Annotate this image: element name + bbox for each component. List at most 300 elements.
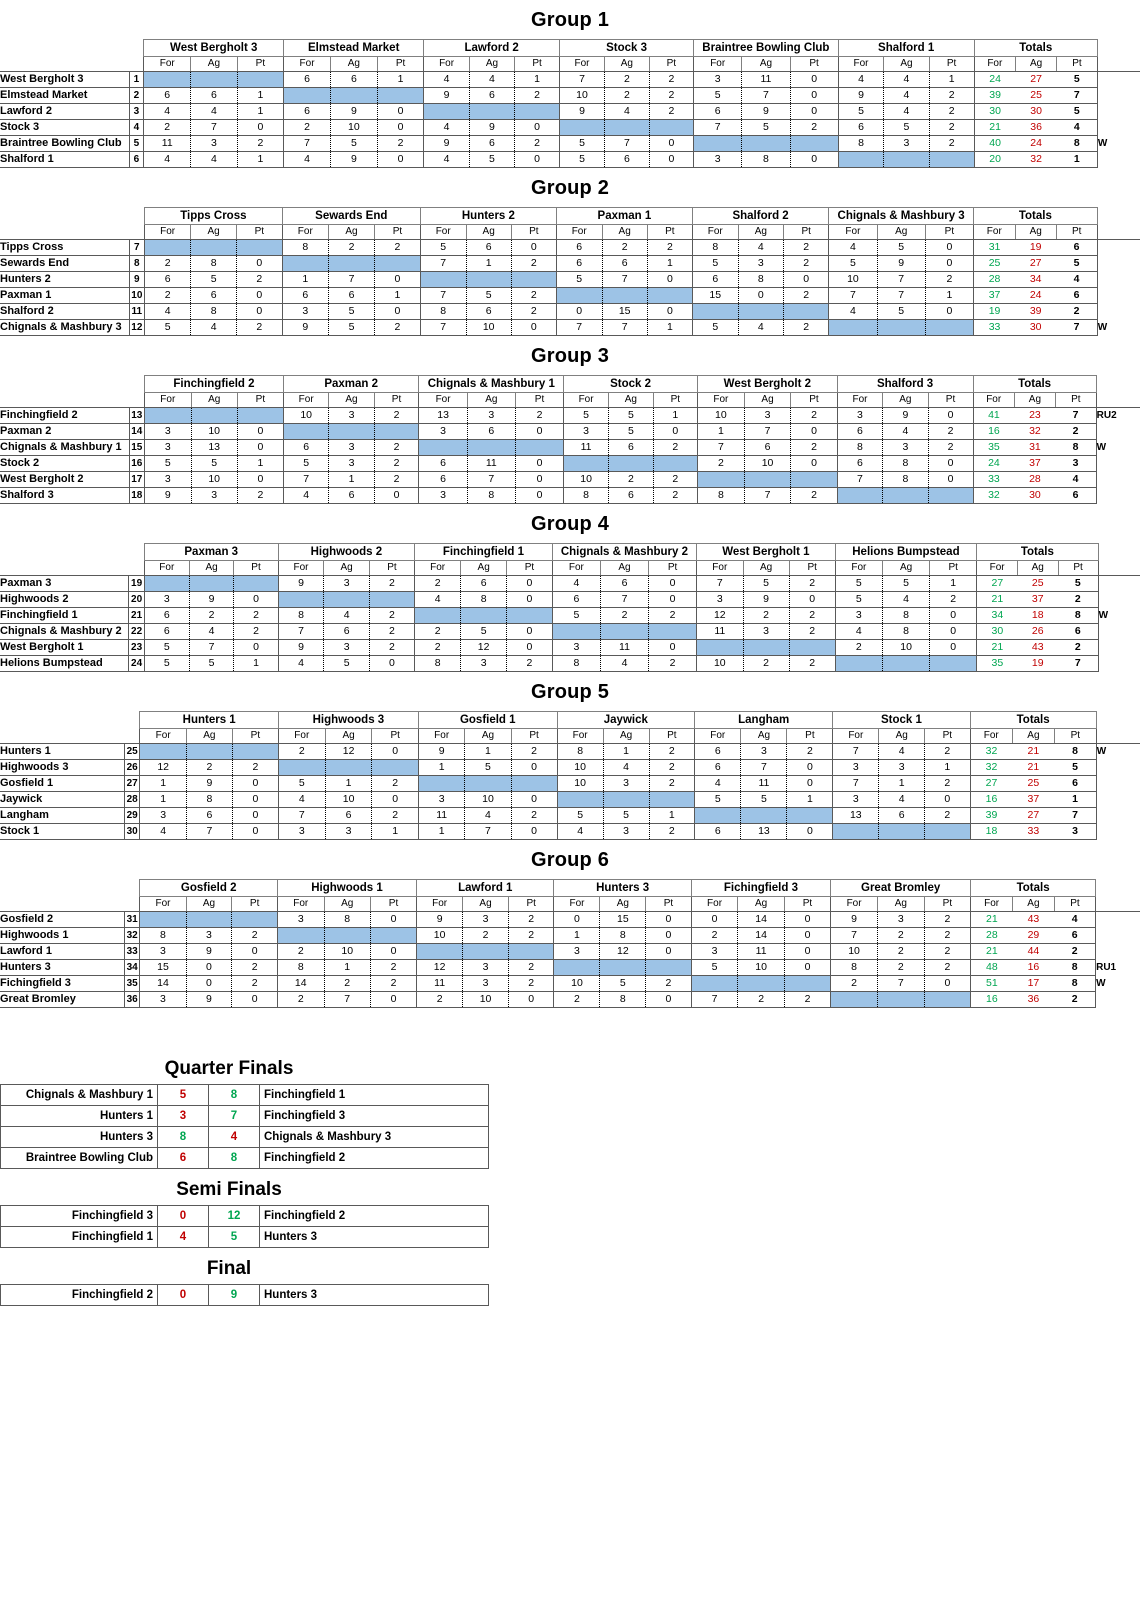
qualification-flag: [1097, 288, 1140, 304]
score-cell: 0: [556, 304, 602, 320]
score-cell: 7: [877, 976, 924, 992]
metric-header: For: [552, 561, 600, 576]
totals-ag-cell: 32: [1014, 424, 1055, 440]
score-cell: 11: [697, 624, 743, 640]
row-team-number: 33: [124, 944, 140, 960]
score-cell: 2: [789, 656, 835, 672]
score-cell: 1: [325, 776, 372, 792]
metric-header: Ag: [741, 729, 787, 744]
qualification-flag: [1098, 592, 1140, 608]
column-team-header: Chignals & Mashbury 3: [829, 208, 974, 225]
metric-header: Ag: [877, 225, 925, 240]
table-row: [0, 288, 1140, 304]
self-match-blocked-cell: [284, 88, 331, 104]
score-cell: 12: [461, 640, 507, 656]
qualification-flag: [1098, 640, 1140, 656]
score-cell: 2: [877, 928, 924, 944]
totals-header: Totals: [974, 40, 1097, 57]
totals-for-cell: 41: [973, 408, 1014, 424]
metric-header: Pt: [928, 393, 973, 408]
score-cell: 2: [511, 288, 556, 304]
score-cell: 7: [698, 440, 745, 456]
score-cell: 5: [877, 240, 925, 256]
score-cell: 2: [605, 72, 650, 88]
totals-pt-cell: 8: [1054, 960, 1095, 976]
totals-pt-cell: 4: [1054, 912, 1095, 928]
table-header-teams: [0, 208, 1140, 225]
score-cell: 7: [697, 576, 743, 592]
score-cell: 2: [374, 408, 419, 424]
score-cell: 7: [605, 136, 650, 152]
score-cell: 2: [554, 992, 600, 1008]
score-cell: 0: [787, 824, 833, 840]
score-cell: 0: [508, 992, 554, 1008]
self-match-blocked-cell: [831, 992, 878, 1008]
score-cell: 2: [925, 744, 971, 760]
score-cell: 9: [418, 744, 464, 760]
qualification-flag: [1097, 152, 1140, 168]
totals-for-cell: 37: [974, 288, 1016, 304]
qualification-flag: [1098, 656, 1140, 672]
score-cell: 3: [744, 408, 791, 424]
row-team-name: Chignals & Mashbury 3: [0, 320, 129, 336]
score-cell: 2: [145, 256, 191, 272]
table-row: [0, 656, 1140, 672]
score-cell: 2: [877, 944, 924, 960]
self-match-blocked-cell: [461, 608, 507, 624]
table-row: [0, 320, 1140, 336]
table-row: [0, 744, 1140, 760]
score-cell: 3: [145, 424, 192, 440]
score-cell: 7: [556, 320, 602, 336]
score-cell: 0: [924, 976, 970, 992]
score-cell: 13: [833, 808, 879, 824]
score-cell: 8: [191, 304, 237, 320]
row-team-number: 21: [129, 608, 144, 624]
metric-header: For: [971, 897, 1013, 912]
qualification-flag: [1096, 928, 1140, 944]
self-match-blocked-cell: [463, 944, 509, 960]
metric-header: Ag: [189, 561, 234, 576]
column-team-header: West Bergholt 2: [698, 376, 838, 393]
metric-header: Pt: [784, 225, 829, 240]
score-cell: 4: [191, 104, 238, 120]
score-cell: 2: [928, 424, 973, 440]
score-cell: 2: [511, 808, 557, 824]
self-match-blocked-cell: [189, 576, 234, 592]
totals-ag-cell: 23: [1014, 408, 1055, 424]
score-cell: 2: [377, 136, 424, 152]
corner-blank-num: [129, 208, 145, 225]
metric-header: For: [277, 897, 324, 912]
score-cell: 1: [879, 776, 925, 792]
row-team-number: 7: [129, 240, 145, 256]
flag-blank: [1096, 880, 1140, 897]
metric-header: Pt: [789, 561, 835, 576]
totals-pt-cell: 2: [1058, 640, 1098, 656]
score-cell: 2: [790, 120, 838, 136]
score-cell: 2: [186, 760, 232, 776]
score-cell: 0: [372, 792, 419, 808]
group-standings-table: [0, 39, 1140, 168]
score-cell: 5: [742, 120, 790, 136]
totals-ag-cell: 27: [1012, 808, 1054, 824]
score-cell: 6: [324, 624, 369, 640]
self-match-blocked-cell: [742, 136, 790, 152]
metric-header: Ag: [463, 897, 509, 912]
row-team-number: 11: [129, 304, 145, 320]
table-row: [0, 472, 1140, 488]
self-match-blocked-cell: [646, 960, 691, 976]
score-cell: 4: [884, 88, 929, 104]
metric-header: Ag: [461, 561, 507, 576]
column-team-header: Paxman 3: [144, 544, 278, 561]
score-cell: 2: [237, 272, 283, 288]
score-cell: 8: [831, 960, 878, 976]
self-match-blocked-cell: [929, 152, 974, 168]
self-match-blocked-cell: [191, 408, 237, 424]
totals-for-cell: 32: [970, 760, 1012, 776]
score-cell: 10: [554, 976, 600, 992]
knockout-match-row: [1, 1227, 489, 1248]
corner-blank-2: [0, 897, 124, 912]
score-cell: 5: [466, 288, 511, 304]
row-team-number: 10: [129, 288, 145, 304]
score-cell: 0: [790, 72, 838, 88]
row-team-name: Hunters 2: [0, 272, 129, 288]
totals-for-cell: 30: [974, 104, 1015, 120]
group-title: Group 3: [530, 345, 610, 367]
corner-blank-2: [0, 393, 129, 408]
metric-header: Ag: [600, 561, 648, 576]
metric-header: Ag: [609, 393, 654, 408]
score-cell: 0: [511, 792, 557, 808]
score-cell: 2: [605, 88, 650, 104]
score-cell: 0: [646, 944, 691, 960]
table-row: [0, 576, 1140, 592]
metric-header: For: [415, 561, 461, 576]
row-team-number: 24: [129, 656, 144, 672]
score-cell: 6: [467, 424, 515, 440]
score-cell: 0: [186, 960, 232, 976]
score-cell: 8: [600, 992, 646, 1008]
table-header-teams: [0, 880, 1140, 897]
row-team-name: Jaywick: [0, 792, 124, 808]
metric-header: Ag: [1016, 57, 1057, 72]
match-away-score: 12: [209, 1206, 260, 1227]
score-cell: 2: [649, 824, 695, 840]
self-match-blocked-cell: [145, 408, 192, 424]
score-cell: 2: [738, 992, 784, 1008]
row-team-number: 6: [129, 152, 144, 168]
score-cell: 6: [284, 104, 331, 120]
score-cell: 3: [564, 424, 609, 440]
score-cell: 6: [600, 576, 648, 592]
totals-header: Totals: [977, 544, 1098, 561]
score-cell: 4: [695, 776, 741, 792]
qualification-flag: W: [1097, 322, 1108, 333]
score-cell: 2: [511, 304, 556, 320]
score-cell: 7: [694, 120, 742, 136]
score-cell: 5: [695, 792, 741, 808]
score-cell: 0: [515, 472, 563, 488]
column-team-header: Gosfield 1: [418, 712, 557, 729]
score-cell: 1: [282, 272, 328, 288]
metric-header: For: [140, 729, 186, 744]
score-cell: 0: [649, 592, 697, 608]
score-cell: 3: [140, 992, 186, 1008]
totals-ag-cell: 34: [1015, 272, 1056, 288]
metric-header: For: [835, 561, 882, 576]
corner-blank-num-2: [129, 57, 144, 72]
score-cell: 8: [140, 928, 186, 944]
row-team-name: Gosfield 2: [0, 912, 124, 928]
score-cell: 6: [419, 456, 467, 472]
totals-ag-cell: 24: [1015, 288, 1056, 304]
score-cell: 5: [278, 776, 325, 792]
row-team-name: West Bergholt 1: [0, 640, 129, 656]
corner-blank-num-2: [129, 225, 145, 240]
score-cell: 7: [741, 760, 787, 776]
group-block: [0, 840, 1140, 1008]
self-match-blocked-cell: [420, 272, 466, 288]
metric-header: For: [694, 57, 742, 72]
group-block: [0, 672, 1140, 840]
column-team-header: Paxman 2: [283, 376, 419, 393]
score-cell: 11: [600, 640, 648, 656]
score-cell: 6: [837, 424, 883, 440]
score-cell: 0: [925, 256, 973, 272]
self-match-blocked-cell: [237, 240, 283, 256]
score-cell: 4: [465, 808, 511, 824]
group-grid-wrapper: [0, 711, 1140, 840]
knockouts-container: [0, 1048, 1140, 1306]
score-cell: 2: [929, 88, 974, 104]
score-cell: 2: [784, 288, 829, 304]
table-row: [0, 760, 1140, 776]
metric-header: Pt: [370, 897, 416, 912]
row-team-name: Lawford 1: [0, 944, 124, 960]
score-cell: 0: [370, 944, 416, 960]
metric-header: Ag: [328, 225, 374, 240]
score-cell: 6: [191, 88, 238, 104]
metric-header: For: [424, 57, 470, 72]
score-cell: 3: [144, 592, 189, 608]
self-match-blocked-cell: [698, 472, 745, 488]
qualification-flag: [1096, 824, 1140, 840]
column-team-header: Hunters 3: [554, 880, 691, 897]
score-cell: 8: [415, 656, 461, 672]
score-cell: 3: [463, 976, 509, 992]
score-cell: 1: [372, 824, 419, 840]
totals-pt-cell: 8: [1054, 976, 1095, 992]
totals-for-cell: 28: [974, 272, 1016, 288]
metric-header: For: [564, 393, 609, 408]
self-match-blocked-cell: [784, 304, 829, 320]
metric-header: Ag: [191, 393, 237, 408]
totals-pt-cell: 7: [1057, 88, 1098, 104]
score-cell: 5: [600, 976, 646, 992]
qualification-flag: [1096, 944, 1140, 960]
score-cell: 2: [369, 640, 414, 656]
metric-header: For: [283, 393, 328, 408]
qualification-flag: [1096, 808, 1140, 824]
self-match-blocked-cell: [564, 456, 609, 472]
match-home-team: Finchingfield 1: [1, 1227, 158, 1248]
score-cell: 5: [469, 152, 514, 168]
self-match-blocked-cell: [695, 808, 741, 824]
row-team-name: Lawford 2: [0, 104, 129, 120]
self-match-blocked-cell: [791, 472, 837, 488]
score-cell: 2: [925, 776, 971, 792]
score-cell: 2: [653, 488, 697, 504]
table-header-teams: [0, 544, 1140, 561]
totals-ag-cell: 29: [1013, 928, 1055, 944]
row-team-number: 9: [129, 272, 145, 288]
totals-pt-cell: 8: [1054, 744, 1096, 760]
score-cell: 15: [600, 912, 646, 928]
metric-header: For: [831, 897, 878, 912]
score-cell: 1: [930, 576, 977, 592]
metric-header: Pt: [515, 57, 560, 72]
table-row: [0, 272, 1140, 288]
totals-ag-cell: 28: [1014, 472, 1055, 488]
table-row: [0, 256, 1140, 272]
totals-for-cell: 19: [974, 304, 1016, 320]
match-home-score: 3: [158, 1106, 209, 1127]
metric-header: For: [974, 225, 1016, 240]
self-match-blocked-cell: [511, 272, 556, 288]
score-cell: 0: [791, 424, 837, 440]
totals-pt-cell: 5: [1058, 576, 1098, 592]
score-cell: 3: [467, 408, 515, 424]
score-cell: 4: [278, 792, 325, 808]
row-team-name: Stock 1: [0, 824, 124, 840]
score-cell: 2: [646, 976, 691, 992]
totals-pt-cell: 6: [1054, 776, 1096, 792]
score-cell: 0: [511, 824, 557, 840]
metric-header: For: [556, 225, 602, 240]
score-cell: 7: [837, 472, 883, 488]
score-cell: 5: [877, 304, 925, 320]
score-cell: 2: [649, 88, 693, 104]
score-cell: 7: [600, 592, 648, 608]
table-header-metrics: [0, 729, 1140, 744]
score-cell: 9: [417, 912, 463, 928]
score-cell: 2: [929, 104, 974, 120]
score-cell: 2: [649, 760, 695, 776]
metric-header: Ag: [191, 57, 238, 72]
metric-header: Pt: [649, 561, 697, 576]
score-cell: 4: [284, 152, 331, 168]
score-cell: 8: [883, 472, 928, 488]
match-home-team: Hunters 1: [1, 1106, 158, 1127]
table-row: [0, 824, 1140, 840]
score-cell: 0: [649, 152, 693, 168]
match-away-score: 4: [209, 1127, 260, 1148]
table-row: [0, 640, 1140, 656]
score-cell: 0: [647, 272, 692, 288]
score-cell: 3: [884, 136, 929, 152]
row-team-number: 22: [129, 624, 144, 640]
self-match-blocked-cell: [790, 136, 838, 152]
score-cell: 15: [140, 960, 186, 976]
self-match-blocked-cell: [186, 744, 232, 760]
corner-blank: [0, 376, 129, 393]
score-cell: 9: [424, 88, 470, 104]
score-cell: 8: [738, 272, 783, 288]
score-cell: 9: [560, 104, 605, 120]
score-cell: 2: [374, 456, 419, 472]
totals-pt-cell: 7: [1056, 320, 1097, 336]
metric-header: Ag: [738, 897, 784, 912]
row-team-number: 18: [129, 488, 145, 504]
metric-header: For: [970, 729, 1012, 744]
totals-for-cell: 18: [970, 824, 1012, 840]
totals-for-cell: 21: [977, 592, 1018, 608]
metric-header: Ag: [324, 561, 369, 576]
score-cell: 3: [691, 944, 738, 960]
totals-header: Totals: [973, 376, 1096, 393]
row-team-name: Helions Bumpstead: [0, 656, 129, 672]
score-cell: 9: [189, 592, 234, 608]
self-match-blocked-cell: [140, 912, 186, 928]
self-match-blocked-cell: [191, 72, 238, 88]
self-match-blocked-cell: [372, 760, 419, 776]
self-match-blocked-cell: [515, 104, 560, 120]
metric-header: For: [692, 225, 738, 240]
metric-header: Ag: [1018, 561, 1058, 576]
score-cell: 0: [507, 624, 553, 640]
knockout-matches-table: [0, 1205, 489, 1248]
knockout-round-section: [0, 1169, 1140, 1248]
score-cell: 9: [186, 776, 232, 792]
row-team-name: Stock 3: [0, 120, 129, 136]
totals-for-cell: 48: [971, 960, 1013, 976]
score-cell: 2: [609, 472, 654, 488]
score-cell: 0: [784, 944, 830, 960]
totals-pt-cell: 6: [1054, 928, 1095, 944]
score-cell: 5: [328, 320, 374, 336]
totals-ag-cell: 26: [1018, 624, 1058, 640]
score-cell: 3: [325, 824, 372, 840]
self-match-blocked-cell: [234, 576, 278, 592]
metric-header: Ag: [883, 561, 930, 576]
qualification-flag: [1096, 456, 1140, 472]
score-cell: 15: [602, 304, 647, 320]
row-team-number: 19: [129, 576, 144, 592]
row-team-number: 27: [124, 776, 140, 792]
self-match-blocked-cell: [557, 792, 603, 808]
score-cell: 3: [603, 776, 649, 792]
metric-header: Pt: [1055, 393, 1096, 408]
qualification-flag: [1097, 88, 1140, 104]
corner-blank-num-2: [124, 729, 140, 744]
score-cell: 3: [883, 440, 928, 456]
totals-ag-cell: 37: [1018, 592, 1058, 608]
score-cell: 2: [649, 656, 697, 672]
knockout-matches-table: [0, 1084, 489, 1169]
table-row: [0, 912, 1140, 928]
score-cell: 10: [564, 472, 609, 488]
self-match-blocked-cell: [649, 624, 697, 640]
qualification-flag: [1097, 304, 1140, 320]
metric-header: Ag: [465, 729, 511, 744]
flag-blank-2: [1097, 57, 1140, 72]
self-match-blocked-cell: [369, 592, 414, 608]
group-title: Group 2: [530, 177, 610, 199]
score-cell: 0: [928, 456, 973, 472]
